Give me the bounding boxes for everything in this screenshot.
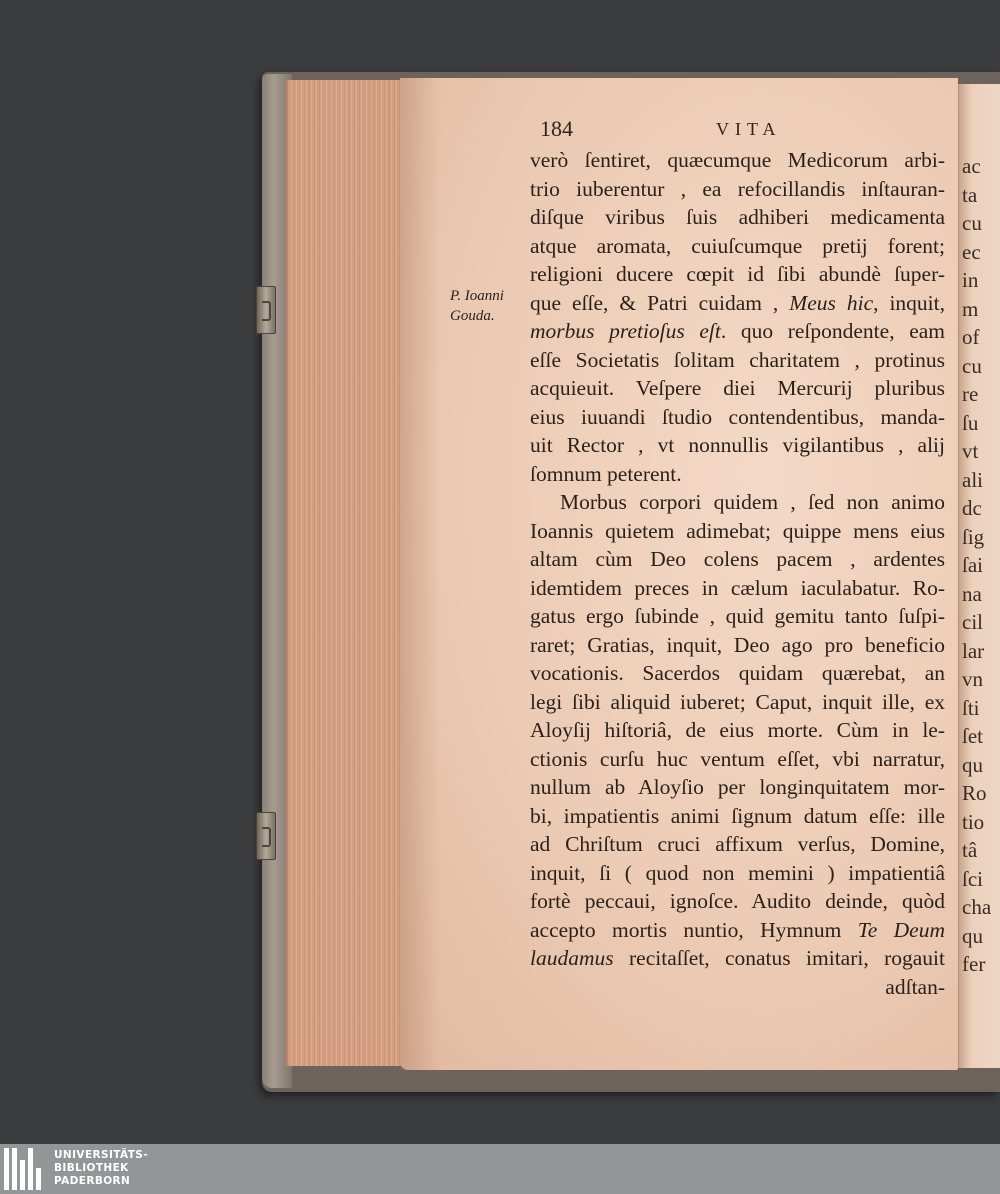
library-name-line: UNIVERSITÄTS- [54, 1149, 149, 1161]
page-edges [286, 80, 412, 1066]
text-line: legi ſibi aliquid iuberet; Caput, inquit ille, ex [530, 689, 945, 714]
next-page-fragment: cha [962, 895, 992, 919]
library-name [54, 1149, 148, 1188]
library-name-line: BIBLIOTHEK [54, 1162, 129, 1174]
text-line: diſque viribus ſuis adhiberi medicamenta [530, 205, 945, 229]
next-page-fragment: lar [962, 638, 985, 663]
text-line: ctionis curſu huc ventum eſſet, vbi narratur, [530, 746, 945, 771]
catchword: adſtan- [885, 974, 945, 999]
next-page-fragment: cu [962, 211, 982, 235]
next-page-fragment: ſci [962, 866, 983, 891]
text-line: trio iuberentur , ea refocillandis inſtauran- [530, 176, 945, 201]
text-line: laudamus recitaſſet, conatus imitari, rogauit [530, 946, 945, 970]
next-page-fragment: dc [962, 496, 982, 520]
right-page-edge [958, 84, 1000, 1068]
margin-note-line: Gouda. [450, 308, 495, 324]
text-line: verò ſentiret, quæcumque Medicorum arbi- [530, 148, 945, 172]
next-page-fragment: ali [962, 467, 983, 492]
next-page-fragment: cil [962, 610, 983, 634]
body-text [530, 146, 945, 1001]
text-line: Ioannis quietem adimebat; quippe mens eius [530, 518, 945, 543]
text-line: nullum ab Aloyſio per longinquitatem mor- [530, 775, 945, 799]
page-number: 184 [540, 116, 573, 141]
text-line: uit Rector , vt nonnullis vigilantibus , alij [530, 433, 945, 457]
text-line: raret; Gratias, inquit, Deo ago pro beneficio [530, 632, 945, 657]
library-name-line: PADERBORN [54, 1175, 131, 1187]
next-page-fragment: in [962, 268, 979, 292]
text-line: accepto mortis nuntio, Hymnum Te Deum [530, 917, 946, 942]
text-line: gatus ergo ſubinde , quid gemitu tanto ſuſpi- [530, 604, 945, 628]
next-page-fragment: re [962, 382, 979, 406]
next-page-fragment: ſig [962, 524, 985, 549]
next-page-fragment: of [962, 325, 980, 349]
next-page-fragment: cu [962, 353, 982, 378]
text-line: que eſſe, & Patri cuidam , Meus hic, inquit, [530, 290, 946, 315]
next-page-fragment: fer [962, 952, 986, 976]
text-line: acquieuit. Veſpere diei Mercurij pluribus [530, 376, 945, 400]
running-title: VITA [716, 119, 782, 139]
next-page-fragment: tâ [962, 838, 978, 862]
next-page-fragment: na [962, 581, 982, 606]
text-line: fortè peccaui, ignoſce. Audito deinde, quòd [530, 889, 945, 913]
library-footer [0, 1144, 1000, 1194]
next-page-fragment: vt [962, 439, 979, 463]
next-page-fragment: qu [962, 752, 983, 777]
next-page-fragment: vn [962, 667, 983, 691]
page-header [540, 116, 960, 146]
text-line: idemtidem preces in cælum iaculabatur. Ro- [530, 575, 945, 600]
next-page-fragment: ſet [962, 724, 983, 748]
next-page-fragment: Ro [962, 781, 987, 805]
next-page-fragment: ec [962, 239, 981, 264]
text-line: eſſe Societatis ſolitam charitatem , protinus [530, 347, 945, 372]
text-line: religioni ducere cœpit id ſibi abundè ſuper- [530, 262, 945, 286]
gutter-shadow [400, 78, 440, 1070]
text-line: ſomnum peterent. [530, 461, 682, 486]
text-line: vocationis. Sacerdos quidam quærebat, an [530, 661, 945, 685]
lower-clasp [256, 812, 276, 860]
next-page-fragment: ſu [962, 410, 979, 435]
next-page-fragment: m [962, 296, 979, 321]
next-page-fragment: ſai [962, 553, 983, 577]
next-page-fragment: ſti [962, 695, 980, 720]
text-line: eius iuuandi ſtudio contendentibus, manda- [530, 404, 945, 429]
text-line: morbus pretioſus eſt. quo reſpondente, eam [530, 319, 945, 343]
next-page-fragment: tio [962, 809, 985, 834]
margin-note [450, 286, 526, 326]
text-line: inquit, ſi ( quod non memini ) impatientiâ [530, 860, 945, 885]
next-page-fragment: ta [962, 182, 978, 207]
next-page-fragment: qu [962, 923, 983, 948]
text-line: bi, impatientis animi ſignum datum eſſe: ille [530, 803, 945, 828]
text-line: Aloyſij hiſtoriâ, de eius morte. Cùm in le- [530, 718, 945, 742]
text-line: Morbus corpori quidem , ſed non animo [560, 490, 945, 514]
text-line: altam cùm Deo colens pacem , ardentes [530, 547, 945, 571]
margin-note-line: P. Ioanni [450, 288, 504, 304]
next-page-fragment: ac [962, 154, 981, 178]
library-logo-icon [4, 1148, 48, 1190]
upper-clasp [256, 286, 276, 334]
text-line: ad Chriſtum cruci affixum verſus, Domine, [530, 832, 945, 856]
text-line: atque aromata, cuiuſcumque pretij forent; [530, 233, 945, 258]
